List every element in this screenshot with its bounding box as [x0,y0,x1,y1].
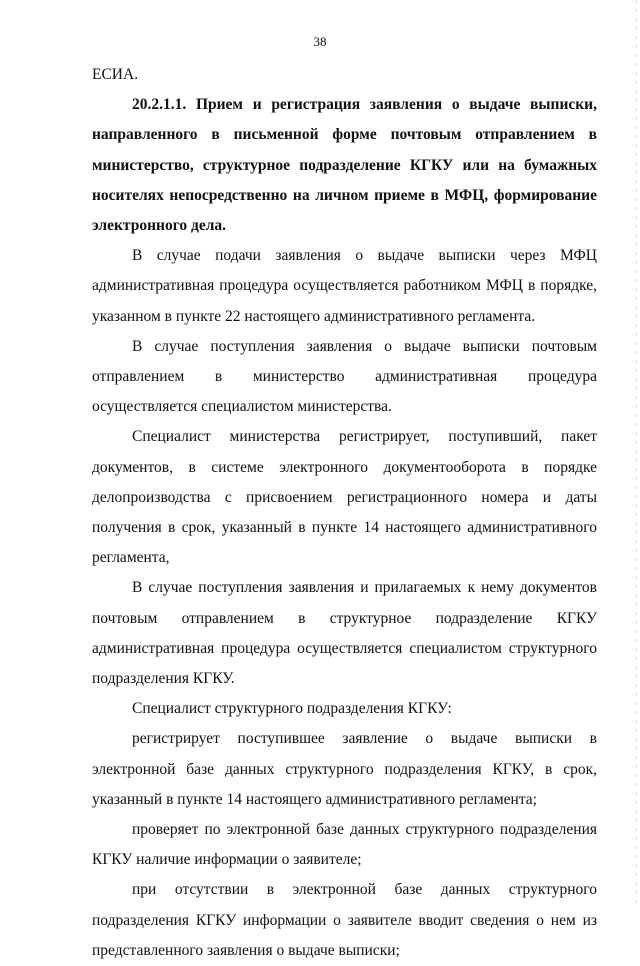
paragraph-kgku-mail: В случае поступления заявления и прилагаемых к нему документов почтовым отправлением в структурное подразделение КГКУ административная процедура осуществляется специалистом структурного подразделения КГКУ. [92,579,597,688]
paragraph-continuation: ЕСИА. [92,66,139,83]
list-item-registers: регистрирует поступившее заявление о выдаче выписки в электронной базе данных структурного подразделения КГКУ, в срок, указанный в пункте 14 настоящего административного регламента; [92,730,597,808]
list-item-checks: проверяет по электронной базе данных структурного подразделения КГКУ наличие информации о заявителе; [92,821,597,869]
document-body [92,60,597,966]
page-number: 38 [313,34,327,49]
paragraph-mfc: В случае подачи заявления о выдаче выписки через МФЦ административная процедура осуществляется работником МФЦ в порядке, указанном в пункте 22 настоящего административного регламента. [92,247,597,325]
paragraph-ministry-registration: Специалист министерства регистрирует, поступивший, пакет документов, в системе электронного документооборота в порядке делопроизводства с присвоением регистрационного номера и даты получения в срок, указанный в пункте 14 настоящего административного регламента, [92,428,597,567]
section-heading: 20.2.1.1. Прием и регистрация заявления о выдаче выписки, направленного в письменной форме почтовым отправлением в министерство, структурное подразделение КГКУ или на бумажных носителях непосредственно на личном приеме в МФЦ, формирование электронного дела. [92,96,597,235]
paragraph-kgku-specialist: Специалист структурного подразделения КГКУ: [132,700,452,718]
paragraph-ministry-mail: В случае поступления заявления о выдаче выписки почтовым отправлением в министерство административная процедура осуществляется специалистом министерства. [92,337,597,416]
list-item-enters: при отсутствии в электронной базе данных структурного подразделения КГКУ информации о заявителе вводит сведения о нем из представленного заявления о выдаче выписки; [92,881,597,959]
scan-edge-artifact [636,0,637,905]
